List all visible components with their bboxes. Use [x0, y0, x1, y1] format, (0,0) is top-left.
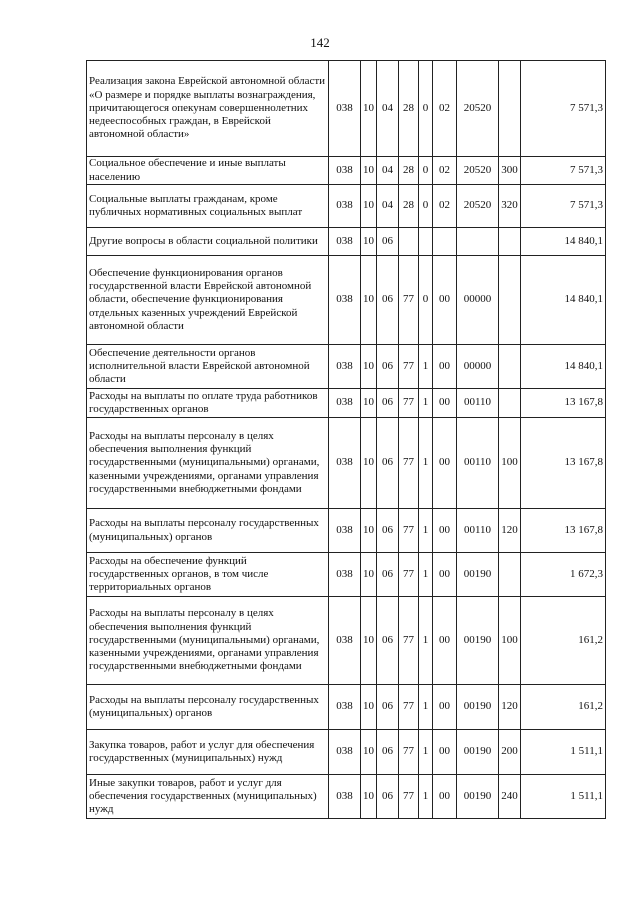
section-code-cell: 10 [361, 775, 377, 819]
program-code-cell: 28 [399, 185, 419, 228]
direction-code-cell: 00190 [457, 597, 499, 685]
expense-type-cell: 120 [499, 509, 521, 553]
table-row [87, 228, 606, 256]
program-code-cell: 77 [399, 509, 419, 553]
section-code-cell: 10 [361, 418, 377, 509]
expense-type-cell [499, 256, 521, 345]
direction-code-cell: 00110 [457, 389, 499, 418]
event-code-cell: 02 [433, 185, 457, 228]
row-name-cell: Расходы на выплаты по оплате труда работников государственных органов [87, 389, 329, 418]
grbs-code-cell: 038 [329, 61, 361, 157]
subprogram-code-cell: 1 [419, 418, 433, 509]
amount-cell: 161,2 [521, 685, 606, 730]
subsection-code-cell: 06 [377, 509, 399, 553]
subprogram-code-cell: 1 [419, 775, 433, 819]
grbs-code-cell: 038 [329, 553, 361, 597]
grbs-code-cell: 038 [329, 775, 361, 819]
subsection-code-cell: 06 [377, 597, 399, 685]
table-row [87, 509, 606, 553]
amount-cell: 13 167,8 [521, 509, 606, 553]
table-row [87, 389, 606, 418]
subsection-code-cell: 06 [377, 256, 399, 345]
row-name-cell: Расходы на выплаты персоналу в целях обеспечения выполнения функций государственными (муниципальными) органами, казенными учреждениями, органами управления государственными внебюджетными фондами [87, 418, 329, 509]
amount-cell: 7 571,3 [521, 61, 606, 157]
direction-code-cell: 00190 [457, 775, 499, 819]
program-code-cell: 77 [399, 685, 419, 730]
program-code-cell: 77 [399, 256, 419, 345]
subprogram-code-cell: 0 [419, 256, 433, 345]
subsection-code-cell: 04 [377, 61, 399, 157]
subsection-code-cell: 06 [377, 685, 399, 730]
direction-code-cell: 20520 [457, 157, 499, 185]
event-code-cell [433, 228, 457, 256]
subsection-code-cell: 06 [377, 389, 399, 418]
section-code-cell: 10 [361, 345, 377, 389]
table-row [87, 185, 606, 228]
grbs-code-cell: 038 [329, 509, 361, 553]
table-row [87, 685, 606, 730]
event-code-cell: 00 [433, 597, 457, 685]
section-code-cell: 10 [361, 509, 377, 553]
direction-code-cell: 00190 [457, 685, 499, 730]
expense-type-cell: 120 [499, 685, 521, 730]
subprogram-code-cell: 1 [419, 730, 433, 775]
expense-type-cell [499, 389, 521, 418]
row-name-cell: Закупка товаров, работ и услуг для обеспечения государственных (муниципальных) нужд [87, 730, 329, 775]
expense-type-cell: 200 [499, 730, 521, 775]
program-code-cell: 28 [399, 157, 419, 185]
row-name-cell: Обеспечение функционирования органов государственной власти Еврейской автономной области, обеспечение функционирования отдельных казенных учреждений Еврейской автономной области [87, 256, 329, 345]
grbs-code-cell: 038 [329, 345, 361, 389]
table-row [87, 730, 606, 775]
amount-cell: 1 672,3 [521, 553, 606, 597]
event-code-cell: 02 [433, 61, 457, 157]
subprogram-code-cell: 1 [419, 597, 433, 685]
subprogram-code-cell [419, 228, 433, 256]
direction-code-cell: 00190 [457, 730, 499, 775]
grbs-code-cell: 038 [329, 389, 361, 418]
subprogram-code-cell: 0 [419, 157, 433, 185]
subsection-code-cell: 06 [377, 418, 399, 509]
grbs-code-cell: 038 [329, 685, 361, 730]
direction-code-cell: 00190 [457, 553, 499, 597]
subprogram-code-cell: 0 [419, 61, 433, 157]
subsection-code-cell: 06 [377, 775, 399, 819]
event-code-cell: 00 [433, 256, 457, 345]
table-row [87, 553, 606, 597]
row-name-cell: Расходы на выплаты персоналу государственных (муниципальных) органов [87, 685, 329, 730]
budget-table-body [87, 61, 606, 819]
amount-cell: 14 840,1 [521, 256, 606, 345]
direction-code-cell: 00110 [457, 418, 499, 509]
event-code-cell: 00 [433, 775, 457, 819]
expense-type-cell [499, 553, 521, 597]
subprogram-code-cell: 1 [419, 345, 433, 389]
subsection-code-cell: 06 [377, 345, 399, 389]
subprogram-code-cell: 1 [419, 685, 433, 730]
section-code-cell: 10 [361, 61, 377, 157]
table-row [87, 61, 606, 157]
event-code-cell: 00 [433, 553, 457, 597]
event-code-cell: 00 [433, 418, 457, 509]
expense-type-cell [499, 61, 521, 157]
amount-cell: 1 511,1 [521, 775, 606, 819]
event-code-cell: 00 [433, 730, 457, 775]
amount-cell: 14 840,1 [521, 345, 606, 389]
section-code-cell: 10 [361, 185, 377, 228]
row-name-cell: Иные закупки товаров, работ и услуг для обеспечения государственных (муниципальных) нужд [87, 775, 329, 819]
grbs-code-cell: 038 [329, 597, 361, 685]
amount-cell: 7 571,3 [521, 157, 606, 185]
program-code-cell: 28 [399, 61, 419, 157]
program-code-cell: 77 [399, 418, 419, 509]
row-name-cell: Реализация закона Еврейской автономной области «О размере и порядке выплаты вознаграждения, причитающегося опекунам совершеннолетних недееспособных граждан, в Еврейской автономной области» [87, 61, 329, 157]
section-code-cell: 10 [361, 730, 377, 775]
subprogram-code-cell: 1 [419, 509, 433, 553]
table-row [87, 597, 606, 685]
row-name-cell: Обеспечение деятельности органов исполнительной власти Еврейской автономной области [87, 345, 329, 389]
program-code-cell: 77 [399, 730, 419, 775]
direction-code-cell: 00000 [457, 345, 499, 389]
event-code-cell: 00 [433, 389, 457, 418]
grbs-code-cell: 038 [329, 157, 361, 185]
subprogram-code-cell: 1 [419, 389, 433, 418]
event-code-cell: 02 [433, 157, 457, 185]
event-code-cell: 00 [433, 345, 457, 389]
subsection-code-cell: 04 [377, 157, 399, 185]
expense-type-cell: 100 [499, 418, 521, 509]
row-name-cell: Расходы на обеспечение функций государственных органов, в том числе территориальных органов [87, 553, 329, 597]
program-code-cell [399, 228, 419, 256]
expense-type-cell: 100 [499, 597, 521, 685]
event-code-cell: 00 [433, 685, 457, 730]
grbs-code-cell: 038 [329, 730, 361, 775]
amount-cell: 1 511,1 [521, 730, 606, 775]
subprogram-code-cell: 1 [419, 553, 433, 597]
table-row [87, 418, 606, 509]
section-code-cell: 10 [361, 256, 377, 345]
subsection-code-cell: 04 [377, 185, 399, 228]
grbs-code-cell: 038 [329, 228, 361, 256]
program-code-cell: 77 [399, 389, 419, 418]
program-code-cell: 77 [399, 775, 419, 819]
section-code-cell: 10 [361, 157, 377, 185]
row-name-cell: Расходы на выплаты персоналу в целях обеспечения выполнения функций государственными (муниципальными) органами, казенными учреждениями, органами управления государственными внебюджетными фондами [87, 597, 329, 685]
amount-cell: 161,2 [521, 597, 606, 685]
program-code-cell: 77 [399, 345, 419, 389]
table-row [87, 157, 606, 185]
section-code-cell: 10 [361, 597, 377, 685]
section-code-cell: 10 [361, 228, 377, 256]
expense-type-cell: 320 [499, 185, 521, 228]
direction-code-cell [457, 228, 499, 256]
page-number: 142 [310, 35, 330, 50]
budget-table [86, 60, 606, 819]
event-code-cell: 00 [433, 509, 457, 553]
direction-code-cell: 20520 [457, 185, 499, 228]
section-code-cell: 10 [361, 553, 377, 597]
amount-cell: 14 840,1 [521, 228, 606, 256]
grbs-code-cell: 038 [329, 418, 361, 509]
direction-code-cell: 20520 [457, 61, 499, 157]
direction-code-cell: 00110 [457, 509, 499, 553]
expense-type-cell: 240 [499, 775, 521, 819]
row-name-cell: Расходы на выплаты персоналу государственных (муниципальных) органов [87, 509, 329, 553]
amount-cell: 13 167,8 [521, 418, 606, 509]
table-row [87, 775, 606, 819]
section-code-cell: 10 [361, 389, 377, 418]
program-code-cell: 77 [399, 597, 419, 685]
expense-type-cell [499, 345, 521, 389]
table-row [87, 256, 606, 345]
subsection-code-cell: 06 [377, 553, 399, 597]
row-name-cell: Социальное обеспечение и иные выплаты населению [87, 157, 329, 185]
subsection-code-cell: 06 [377, 228, 399, 256]
table-row [87, 345, 606, 389]
subsection-code-cell: 06 [377, 730, 399, 775]
subprogram-code-cell: 0 [419, 185, 433, 228]
grbs-code-cell: 038 [329, 256, 361, 345]
program-code-cell: 77 [399, 553, 419, 597]
grbs-code-cell: 038 [329, 185, 361, 228]
row-name-cell: Социальные выплаты гражданам, кроме публичных нормативных социальных выплат [87, 185, 329, 228]
row-name-cell: Другие вопросы в области социальной политики [87, 228, 329, 256]
amount-cell: 7 571,3 [521, 185, 606, 228]
expense-type-cell: 300 [499, 157, 521, 185]
direction-code-cell: 00000 [457, 256, 499, 345]
section-code-cell: 10 [361, 685, 377, 730]
amount-cell: 13 167,8 [521, 389, 606, 418]
expense-type-cell [499, 228, 521, 256]
